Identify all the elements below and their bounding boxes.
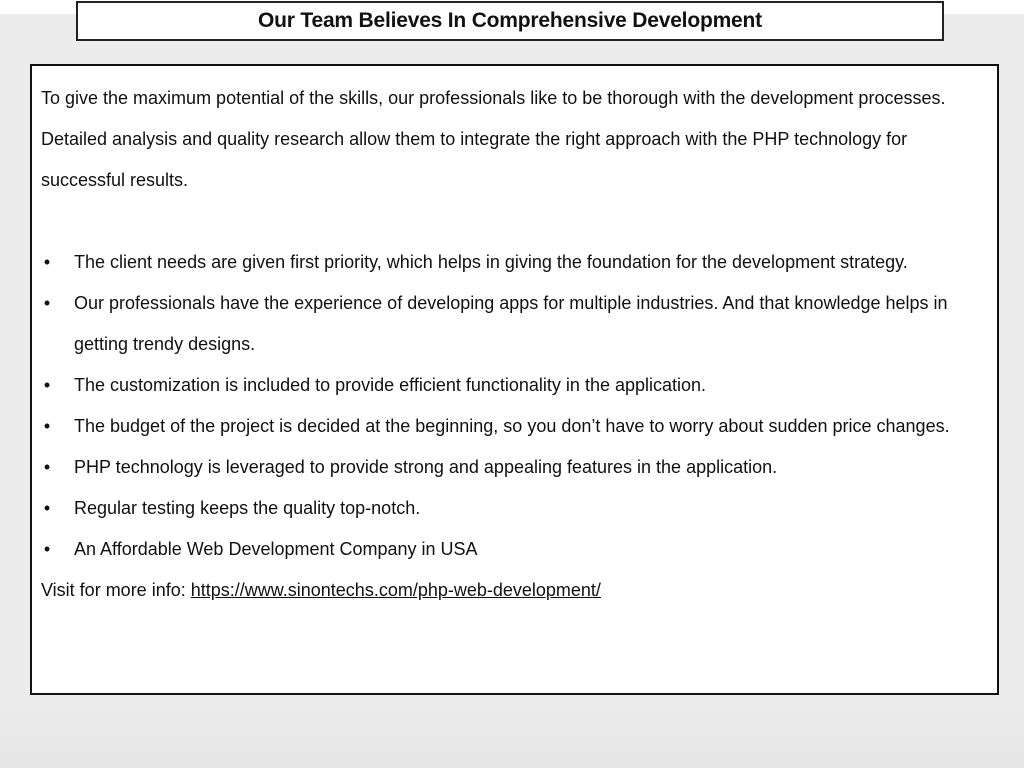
list-item — [41, 242, 987, 283]
content-box — [30, 64, 999, 695]
list-item — [41, 447, 987, 488]
bullet-text: The customization is included to provide efficient functionality in the application. — [74, 375, 707, 395]
bullet-icon: • — [43, 498, 51, 518]
bullet-icon: • — [43, 457, 51, 477]
bullet-icon: • — [43, 293, 51, 313]
info-link[interactable]: https://www.sinontechs.com/php-web-development/ — [190, 580, 601, 600]
paragraph-spacer — [41, 201, 987, 242]
list-item — [41, 488, 987, 529]
bullet-text: PHP technology is leveraged to provide strong and appealing features in the application. — [74, 457, 778, 477]
bullet-icon: • — [43, 375, 51, 395]
bullet-icon: • — [43, 539, 51, 559]
bullet-text: An Affordable Web Development Company in USA — [74, 539, 478, 559]
info-line — [41, 570, 987, 611]
title-box — [76, 1, 944, 41]
info-label: Visit for more info: — [41, 580, 191, 600]
intro-paragraph: To give the maximum potential of the skills, our professionals like to be thorough with the development processes. Detailed analysis and quality research allow them to integrate the right approach with the PHP technology for successful results. — [41, 88, 946, 190]
bullet-text: The client needs are given first priority, which helps in giving the foundation for the development strategy. — [74, 252, 908, 272]
bullet-icon: • — [43, 416, 51, 436]
list-item — [41, 365, 987, 406]
bullet-list — [41, 242, 987, 570]
bullet-text: The budget of the project is decided at the beginning, so you don’t have to worry about sudden price changes. — [74, 416, 950, 436]
bullet-text: Our professionals have the experience of developing apps for multiple industries. And that knowledge helps in getting trendy designs. — [74, 293, 948, 354]
slide-title: Our Team Believes In Comprehensive Development — [258, 9, 762, 32]
list-item — [41, 406, 987, 447]
bullet-icon: • — [43, 252, 51, 272]
list-item — [41, 529, 987, 570]
list-item — [41, 283, 987, 365]
bullet-text: Regular testing keeps the quality top-notch. — [74, 498, 421, 518]
